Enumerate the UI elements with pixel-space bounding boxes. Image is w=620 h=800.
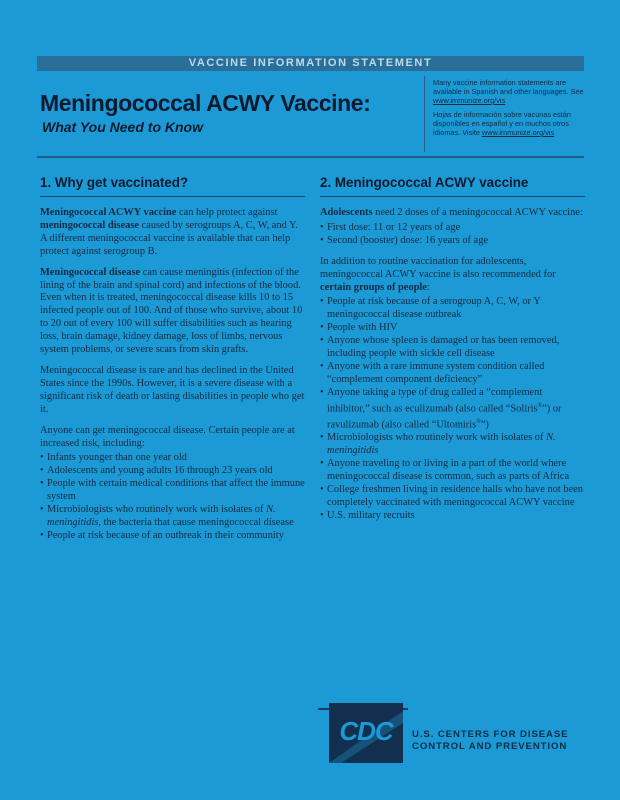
vis-banner: VACCINE INFORMATION STATEMENT bbox=[37, 56, 584, 71]
list-item: • First dose: 11 or 12 years of age bbox=[320, 222, 585, 235]
list-item: • Anyone whose spleen is damaged or has been removed, including people with sickle cell disease bbox=[320, 335, 585, 361]
list-item: • Anyone with a rare immune system condition called “complement component deficiency” bbox=[320, 361, 585, 387]
list-item: • Microbiologists who routinely work with isolates of N. meningitidis, the bacteria that cause meningococcal disease bbox=[40, 504, 305, 530]
section1-paragraph-2: Meningococcal disease can cause meningitis (infection of the lining of the brain and spinal cord) and infections of the blood. Even when it is treated, meningococcal disease kills 10 to 15 infected people out of 100. And of those who survive, about 10 to 20 out of every 100 will suffer disabilities such as hearing loss, brain damage, kidney damage, loss of limbs, nervous system problems, or severe scars from skin grafts. bbox=[40, 266, 303, 356]
section1-paragraph-1: Meningococcal ACWY vaccine can help protect against meningococcal disease caused by serogroups A, C, W, and Y. A different meningococcal vaccine is available that can help protect against serogroup B. bbox=[40, 207, 298, 257]
section-why-vaccinate bbox=[40, 172, 305, 543]
list-item: • People at risk because of an outbreak in their community bbox=[40, 530, 305, 543]
page-title: Meningococcal ACWY Vaccine: bbox=[40, 90, 371, 116]
section2-paragraph-2: In addition to routine vaccination for adolescents, meningococcal ACWY vaccine is also recommended for certain groups of people: bbox=[320, 255, 556, 293]
agency-name: U.S. CENTERS FOR DISEASE CONTROL AND PREVENTION bbox=[412, 729, 569, 752]
list-item: • U.S. military recruits bbox=[320, 510, 585, 523]
section1-paragraph-3: Meningococcal disease is rare and has declined in the United States since the 1990s. However, it is a severe disease with a significant risk of death or lasting disabilities in people who get it. bbox=[40, 364, 305, 415]
list-item: • People with certain medical conditions that affect the immune system bbox=[40, 478, 305, 504]
list-item: • Adolescents and young adults 16 through 23 years old bbox=[40, 465, 305, 478]
language-note-english: Many vaccine information statements are available in Spanish and other languages. See www.immunize.org/vis bbox=[433, 78, 584, 105]
header-rule bbox=[37, 156, 584, 158]
list-item: • Microbiologists who routinely work with isolates of N. meningitidis bbox=[320, 432, 585, 458]
language-note bbox=[433, 78, 593, 142]
section2-paragraph-1: Adolescents need 2 doses of a meningococcal ACWY vaccine: bbox=[320, 207, 583, 218]
language-note-spanish: Hojas de información sobre vacunas están disponibles en español y en muchos otros idiomas. Visite www.immunize.org/vis bbox=[433, 110, 571, 137]
risk-group-list bbox=[40, 452, 305, 542]
list-item: • Anyone taking a type of drug called a “complement inhibitor,” such as eculizumab (also called “Soliris®”) or ravulizumab (also called “Ultomiris®”) bbox=[320, 387, 585, 433]
list-item: • Second (booster) dose: 16 years of age bbox=[320, 235, 585, 248]
section1-heading: 1. Why get vaccinated? bbox=[40, 172, 305, 197]
immunize-link-en[interactable]: www.immunize.org/vis bbox=[433, 96, 506, 105]
list-item: • College freshmen living in residence halls who have not been completely vaccinated with meningococcal ACWY vaccine bbox=[320, 484, 585, 510]
dose-schedule-list bbox=[320, 222, 585, 248]
list-item: • Anyone traveling to or living in a part of the world where meningococcal disease is common, such as parts of Africa bbox=[320, 458, 585, 484]
page-subtitle: What You Need to Know bbox=[42, 119, 203, 135]
cdc-logo bbox=[329, 703, 403, 763]
section2-heading: 2. Meningococcal ACWY vaccine bbox=[320, 172, 585, 197]
list-item: • People with HIV bbox=[320, 322, 585, 335]
recommended-groups-list bbox=[320, 296, 585, 522]
section1-paragraph-4: Anyone can get meningococcal disease. Certain people are at increased risk, including: bbox=[40, 424, 295, 449]
immunize-link-es[interactable]: www.immunize.org/vis bbox=[481, 128, 555, 137]
list-item: • People at risk because of a serogroup A, C, W, or Y meningococcal disease outbreak bbox=[320, 296, 585, 322]
header-divider bbox=[424, 76, 425, 152]
cdc-logo-text: CDC bbox=[339, 716, 393, 746]
list-item: • Infants younger than one year old bbox=[40, 452, 305, 465]
section-acwy-vaccine bbox=[320, 172, 585, 523]
